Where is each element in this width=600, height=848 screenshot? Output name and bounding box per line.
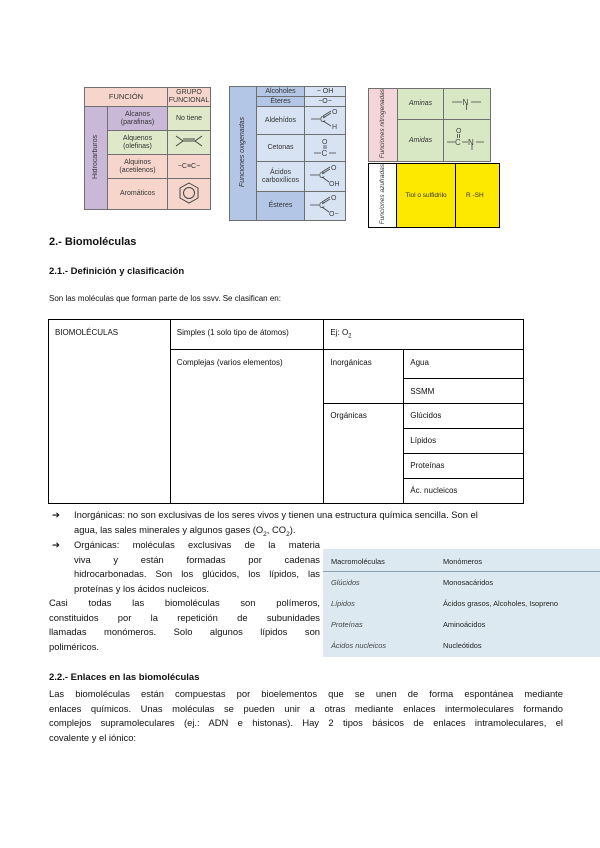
row-esteres: Ésteres — [257, 192, 305, 221]
inorg-sub-co2: 2 — [286, 530, 290, 538]
svg-text:C: C — [321, 148, 328, 158]
macro-proteinas: Proteínas — [331, 620, 363, 629]
org-line-3: hidrocarbonadas. Son los glúcidos, los lípidos, las — [74, 568, 320, 579]
cell-biomoleculas: BIOMOLÉCULAS — [49, 320, 171, 504]
ketone-group-icon — [311, 136, 339, 158]
group-cetonas — [305, 135, 346, 162]
svg-text:O: O — [456, 128, 462, 136]
row-aromaticos: Aromáticos — [108, 179, 168, 210]
svg-text:H: H — [332, 124, 338, 130]
monomer-row — [323, 573, 600, 592]
svg-text:OH: OH — [329, 181, 340, 187]
monomer-row — [323, 636, 600, 655]
intro-text: Son las moléculas que forman parte de los ssvv. Se clasifican en: — [49, 294, 281, 303]
section-2-2-title: 2.2.- Enlaces en las biomoléculas — [49, 672, 200, 683]
macro-lipidos: Lípidos — [331, 599, 355, 608]
group-aromaticos — [168, 179, 211, 210]
hydrocarbons-side — [85, 107, 108, 210]
carboxylic-group-icon — [308, 163, 342, 187]
cell-ac-nucleicos: Ác. nucleicos — [404, 479, 524, 504]
amide-group-icon — [445, 126, 489, 152]
svg-text:O: O — [322, 138, 328, 146]
group-eteres: −O− — [305, 97, 346, 107]
cell-proteinas: Proteínas — [404, 454, 524, 479]
alkene-double-bond-icon — [174, 135, 204, 147]
figure-hydrocarbons-table — [84, 87, 211, 210]
cell-glucidos: Glúcidos — [404, 404, 524, 429]
sulfur-side — [369, 164, 397, 228]
cell-simples: Simples (1 solo tipo de átomos) — [170, 320, 324, 350]
row-eteres: Éteres — [257, 97, 305, 107]
monomer-row — [323, 615, 600, 634]
cell-simple-example — [324, 320, 524, 350]
simple-example-text: Ej: O — [330, 328, 349, 337]
cell-agua: Agua — [404, 350, 524, 379]
group-aldehidos — [305, 107, 346, 135]
figure-sulfur-table — [368, 163, 500, 228]
monomer-table — [323, 549, 600, 657]
col-grupo: GRUPO FUNCIONAL — [168, 88, 211, 107]
sulfur-group: R -SH — [456, 164, 500, 228]
group-aminas — [444, 89, 491, 120]
svg-text:O: O — [331, 194, 337, 202]
row-aminas: Aminas — [398, 89, 444, 120]
section-2-1-title: 2.1.- Definición y clasificación — [49, 266, 185, 277]
polymer-line-1: Casi todas las biomoléculas son polímeros, — [49, 597, 320, 608]
header-monomeros: Monómeros — [443, 557, 483, 566]
mono-monosacaridos: Monosacáridos — [443, 578, 494, 587]
row-alcanos: Alcanos (parafinas) — [108, 107, 168, 131]
monomer-header — [323, 552, 600, 572]
simple-example-sub: 2 — [348, 333, 352, 340]
benzene-ring-icon — [178, 182, 200, 204]
group-amidas — [444, 120, 491, 162]
cell-organicas: Orgánicas — [324, 404, 404, 504]
row-alquinos: Alquinos (acetilenos) — [108, 155, 168, 179]
svg-text:C: C — [455, 138, 461, 148]
enlaces-line-3: complejos supramoleculares (ej.: ADN e histonas). Hay 2 tipos básicos de enlaces intramoleculares, el — [49, 717, 563, 728]
svg-text:O: O — [332, 109, 338, 116]
header-macromoleculas: Macromoléculas — [331, 557, 385, 566]
cell-inorganicas: Inorgánicas — [324, 350, 404, 404]
nitrogen-side-label: Funciones nitrogenadas — [379, 89, 386, 159]
group-alquinos: −C≡C− — [168, 155, 211, 179]
cell-complejas: Complejas (varios elementos) — [170, 350, 324, 504]
group-alquenos — [168, 131, 211, 155]
group-esteres — [305, 192, 346, 221]
org-line-1: Orgánicas: moléculas exclusivas de la materia — [74, 539, 320, 550]
macro-acidos-nucleicos: Ácidos nucleicos — [331, 641, 387, 650]
arrow-bullet-icon: ➔ — [52, 509, 60, 520]
polymer-line-3: llamadas monómeros. Solo algunos lípidos son — [49, 626, 320, 637]
aldehyde-group-icon — [309, 108, 341, 130]
enlaces-line-2: enlaces químicos. Unas moléculas se pueden unir a otras mediante enlaces intermoleculares formando — [49, 702, 563, 714]
enlaces-paragraph — [49, 687, 563, 745]
org-line-2: viva y están formadas por cadenas — [74, 553, 320, 565]
arrow-bullet-icon: ➔ — [52, 539, 60, 550]
amine-group-icon — [450, 94, 484, 112]
inorg-line-2e: ). — [289, 523, 296, 535]
svg-text:C: C — [319, 171, 325, 180]
macro-glucidos: Glúcidos — [331, 578, 360, 587]
mono-aminoacidos: Aminoácidos — [443, 620, 486, 629]
svg-text:O: O — [331, 165, 337, 172]
enlaces-line-1: Las biomoléculas están compuestas por bioelementos que se unen de forma espontánea mediante — [49, 688, 563, 699]
polymer-paragraph — [49, 596, 320, 654]
polymer-line-2: constituidos por la repetición de subunidades — [49, 611, 320, 623]
sulfur-side-label: Funciones azufradas — [378, 164, 386, 225]
classification-table — [48, 319, 524, 504]
svg-text:O−: O− — [329, 210, 339, 217]
sulfur-name: Tiol o sulfidrilo — [397, 164, 456, 228]
enlaces-line-4: covalente y el iónico: — [49, 731, 137, 743]
mono-acidos-grasos: Ácidos grasos, Alcoholes, Isopreno — [443, 599, 559, 608]
group-alcoholes: − OH — [305, 87, 346, 97]
group-acidos — [305, 162, 346, 192]
hydrocarbons-side-label: Hidrocarburos — [92, 134, 99, 179]
inorg-sub-o2: 2 — [263, 530, 267, 538]
row-alquenos: Alquenos (olefinas) — [108, 131, 168, 155]
row-amidas: Amidas — [398, 120, 444, 162]
oxygenated-side-label: Funciones oxigenadas — [239, 116, 246, 188]
svg-text:C: C — [319, 200, 325, 210]
mono-nucleotidos: Nucleótidos — [443, 641, 482, 650]
cell-lipidos: Lípidos — [404, 429, 524, 454]
row-alcoholes: Alcoholes — [257, 87, 305, 97]
polymer-line-4: poliméricos. — [49, 640, 100, 652]
group-alcanos: No tiene — [168, 107, 211, 131]
oxygenated-side — [230, 87, 257, 221]
monomer-row — [323, 594, 600, 613]
row-aldehidos: Aldehídos — [257, 107, 305, 135]
figure-oxygenated-table — [229, 86, 346, 221]
org-line-4: proteínas y los ácidos nucleicos. — [74, 582, 209, 594]
svg-text:C: C — [320, 115, 326, 124]
figure-nitrogen-table — [368, 88, 491, 162]
inorg-line-1: Inorgánicas: no son exclusivas de los seres vivos y tienen una estructura química sencilla. Son el — [74, 509, 478, 520]
inorg-line-2a: agua, las sales minerales y algunos gases (O — [74, 523, 264, 535]
cell-ssmm: SSMM — [404, 379, 524, 404]
bullet-inorganicas — [52, 508, 552, 542]
col-funcion: FUNCIÓN — [85, 88, 168, 107]
ester-group-icon — [308, 193, 342, 217]
inorg-line-2c: , CO — [266, 523, 287, 535]
nitrogen-side — [369, 89, 398, 162]
svg-text:N: N — [462, 97, 469, 107]
row-cetonas: Cetonas — [257, 135, 305, 162]
row-acidos: Ácidos carboxílicos — [257, 162, 305, 192]
bullet-organicas — [52, 538, 320, 596]
section-2-title: 2.- Biomoléculas — [49, 236, 137, 248]
svg-text:N: N — [468, 138, 474, 148]
